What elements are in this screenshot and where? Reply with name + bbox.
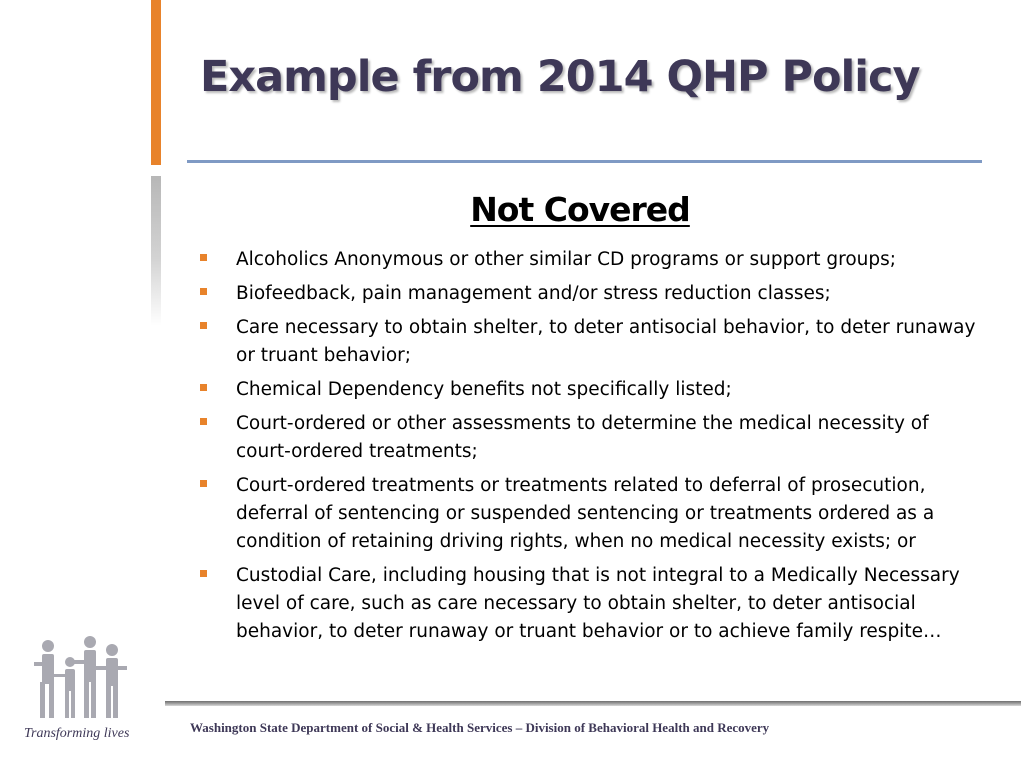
list-item bbox=[198, 410, 978, 466]
list-item bbox=[198, 246, 978, 274]
bullet-square-icon bbox=[200, 254, 207, 261]
bullet-list bbox=[198, 246, 978, 652]
title-divider bbox=[187, 160, 982, 163]
list-item-text: Court-ordered treatments or treatments related to deferral of prosecution, deferral of sentencing or suspended sentencing or treatments ordered as a condition of retaining driving rights, when no medical necessity exists; or bbox=[236, 475, 935, 552]
bullet-square-icon bbox=[200, 480, 207, 487]
list-item-text: Custodial Care, including housing that is not integral to a Medically Necessary level of care, such as care necessary to obtain shelter, to deter antisocial behavior, to deter runaway or truant behavior or to achieve family respite… bbox=[236, 565, 960, 642]
list-item bbox=[198, 280, 978, 308]
list-item-text: Court-ordered or other assessments to determine the medical necessity of court-ordered treatments; bbox=[236, 413, 929, 462]
list-item-text: Chemical Dependency benefits not specifically listed; bbox=[236, 379, 732, 400]
list-item-text: Care necessary to obtain shelter, to deter antisocial behavior, to deter runaway or truant behavior; bbox=[236, 317, 976, 366]
bullet-square-icon bbox=[200, 288, 207, 295]
bullet-square-icon bbox=[200, 418, 207, 425]
bullet-square-icon bbox=[200, 322, 207, 329]
bullet-square-icon bbox=[200, 384, 207, 391]
tagline: Transforming lives bbox=[24, 726, 130, 741]
list-item-text: Alcoholics Anonymous or other similar CD programs or support groups; bbox=[236, 249, 896, 270]
accent-bar-gray bbox=[151, 176, 161, 326]
slide-title: Example from 2014 QHP Policy bbox=[200, 52, 920, 102]
footer-organization: Washington State Department of Social & Health Services – Division of Behavioral Health and Recovery bbox=[190, 720, 770, 735]
list-item bbox=[198, 376, 978, 404]
list-item bbox=[198, 314, 978, 370]
list-item-text: Biofeedback, pain management and/or stress reduction classes; bbox=[236, 283, 831, 304]
footer-divider bbox=[165, 701, 1021, 706]
list-item bbox=[198, 472, 978, 556]
section-heading: Not Covered bbox=[470, 190, 690, 229]
bullet-square-icon bbox=[200, 570, 207, 577]
list-item bbox=[198, 562, 978, 646]
family-figures-icon bbox=[30, 632, 130, 722]
accent-bar-orange bbox=[151, 0, 161, 165]
